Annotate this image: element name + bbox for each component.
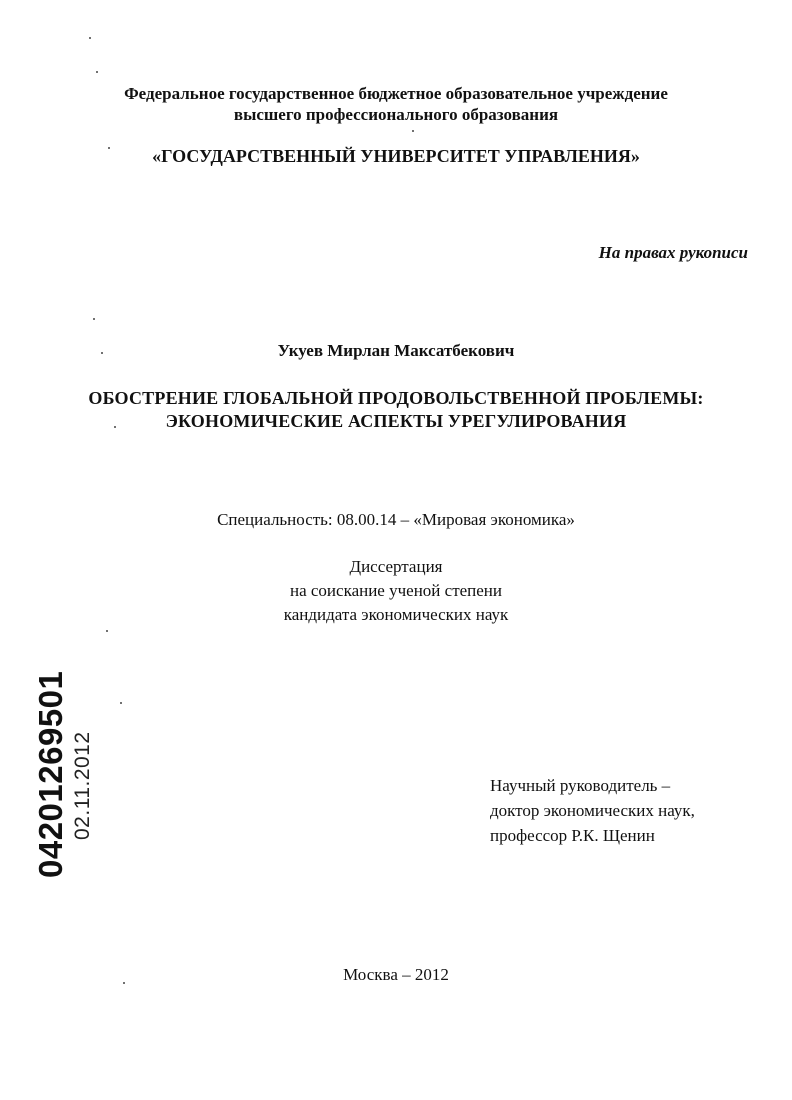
dissertation-title-line-1: ОБОСТРЕНИЕ ГЛОБАЛЬНОЙ ПРОДОВОЛЬСТВЕННОЙ ПРОБЛЕМЫ: [88, 388, 704, 408]
scan-speck [89, 37, 91, 39]
scan-speck [412, 130, 414, 132]
institution-line-2: высшего профессионального образования [233, 105, 559, 124]
degree-line-2: на соискание ученой степени [289, 581, 503, 600]
dissertation-title-line-2: ЭКОНОМИЧЕСКИЕ АСПЕКТЫ УРЕГУЛИРОВАНИЯ [165, 411, 627, 431]
manuscript-note: На правах рукописи [598, 243, 748, 262]
scan-speck [101, 352, 103, 354]
university-name: «ГОСУДАРСТВЕННЫЙ УНИВЕРСИТЕТ УПРАВЛЕНИЯ» [152, 146, 640, 166]
scan-speck [96, 71, 98, 73]
scan-speck [93, 318, 95, 320]
institution-line-1: Федеральное государственное бюджетное образовательное учреждение [124, 84, 668, 103]
supervisor-line-3: профессор Р.К. Щенин [490, 826, 655, 845]
archive-stamp-number: 04201269501 [32, 670, 69, 878]
degree-line-1: Диссертация [349, 557, 443, 576]
scan-speck [108, 147, 110, 149]
specialty: Специальность: 08.00.14 – «Мировая экономика» [217, 510, 575, 529]
archive-stamp-date: 02.11.2012 [71, 731, 94, 840]
city-year: Москва – 2012 [343, 965, 449, 984]
author-name: Укуев Мирлан Максатбекович [277, 341, 515, 360]
scan-speck [120, 702, 122, 704]
supervisor-block [490, 773, 695, 848]
degree-line-3: кандидата экономических наук [283, 605, 509, 624]
scan-speck [123, 982, 125, 984]
scan-speck [106, 630, 108, 632]
supervisor-line-2: доктор экономических наук, [490, 801, 695, 820]
scan-speck [114, 426, 116, 428]
supervisor-line-1: Научный руководитель – [490, 776, 671, 795]
